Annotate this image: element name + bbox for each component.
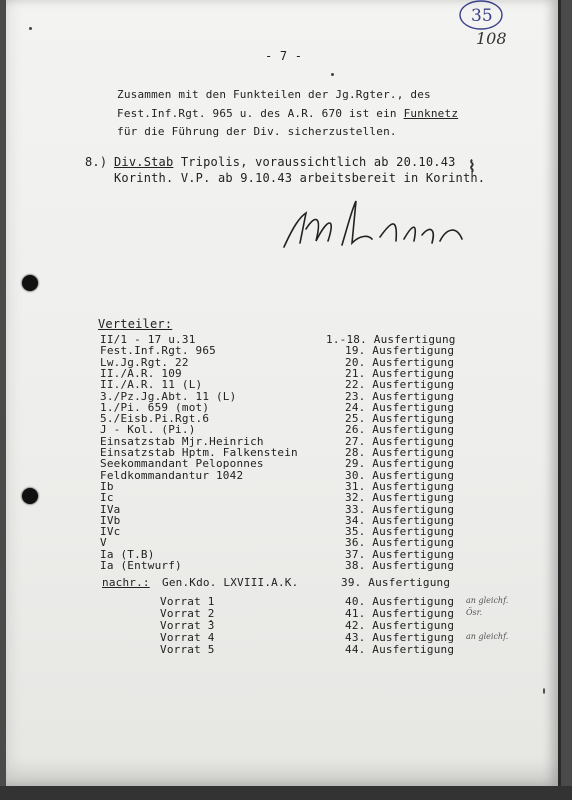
paragraph-line-2: Fest.Inf.Rgt. 965 u. des A.R. 670 ist ein Funknetz	[117, 107, 459, 120]
item-8-line-1: Div.Stab Tripolis, voraussichtlich ab 20.10.43	[114, 155, 456, 169]
signature	[280, 195, 470, 265]
distribution-copy: 21. Ausfertigung	[345, 366, 455, 380]
reserve-handwritten-note: Ösr.	[466, 608, 483, 617]
distribution-copy: 19. Ausfertigung	[345, 344, 455, 358]
signature-text: i. A. Le Suire	[280, 195, 289, 196]
reserve-label: Vorrat 3	[160, 619, 215, 632]
distribution-copy: 31. Ausfertigung	[345, 479, 455, 493]
distribution-recipient: IVc	[100, 525, 121, 539]
distribution-copy: 28. Ausfertigung	[345, 446, 455, 459]
paragraph-line-1: Zusammen mit den Funkteilen der Jg.Rgter., des	[117, 88, 431, 101]
distribution-recipient: Seekommandant Peloponnes	[100, 457, 264, 471]
distribution-copy: 33. Ausfertigung	[345, 502, 455, 516]
distribution-recipient: Einsatzstab Hptm. Falkenstein	[100, 446, 298, 459]
distribution-recipient: Lw.Jg.Rgt. 22	[100, 355, 189, 369]
distribution-recipient: Feldkommandantur 1042	[100, 468, 244, 482]
distribution-copy: 26. Ausfertigung	[345, 423, 455, 437]
distribution-copy: 29. Ausfertigung	[345, 457, 455, 471]
distribution-copy: 22. Ausfertigung	[345, 378, 455, 392]
distribution-recipient: II./A.R. 11 (L)	[100, 378, 203, 392]
reserve-label: Vorrat 5	[160, 643, 215, 656]
archive-stamp	[452, 0, 522, 50]
distribution-recipient: Ib	[100, 479, 114, 493]
distribution-recipient: Ic	[100, 491, 114, 505]
distribution-recipient: J - Kol. (Pi.)	[100, 423, 196, 437]
funknetz-underlined: Funknetz	[403, 107, 459, 120]
distribution-copy: 27. Ausfertigung	[345, 434, 455, 448]
distribution-copy: 36. Ausfertigung	[345, 536, 455, 550]
distribution-recipient: Ia (Entwurf)	[100, 559, 182, 572]
archive-folio-number: 108	[476, 29, 507, 48]
reserve-copy: 41. Ausfertigung	[345, 607, 455, 620]
reserve-label: Vorrat 4	[160, 631, 215, 644]
reserve-copy: 40. Ausfertigung	[345, 595, 455, 608]
distribution-recipient: IVb	[100, 513, 121, 527]
item-8-number: 8.)	[85, 155, 108, 169]
distribution-copy: 37. Ausfertigung	[345, 547, 455, 561]
distribution-recipient: Fest.Inf.Rgt. 965	[100, 344, 216, 358]
distribution-copy: 35. Ausfertigung	[345, 525, 455, 539]
distribution-recipient: 3./Pz.Jg.Abt. 11 (L)	[100, 389, 237, 403]
distribution-copy: 1.-18. Ausfertigung	[326, 333, 456, 346]
reserve-handwritten-note: an gleichf.	[466, 596, 509, 605]
nachr-recipient: Gen.Kdo. LXVIII.A.K.	[162, 576, 299, 589]
reserve-label: Vorrat 1	[160, 595, 215, 608]
reserve-copy: 43. Ausfertigung	[345, 631, 455, 644]
check-mark: ⌇	[468, 157, 476, 176]
reserve-copy: 42. Ausfertigung	[345, 619, 455, 632]
distribution-recipient: 5./Eisb.Pi.Rgt.6	[100, 412, 210, 426]
reserve-copy: 44. Ausfertigung	[345, 643, 455, 656]
distribution-copy: 24. Ausfertigung	[345, 400, 455, 414]
paragraph-line-3: für die Führung der Div. sicherzustellen.	[117, 125, 397, 138]
punch-hole-top	[22, 275, 38, 291]
distribution-copy: 34. Ausfertigung	[345, 513, 455, 527]
distribution-copy: 30. Ausfertigung	[345, 468, 455, 482]
nachr-copy: 39. Ausfertigung	[341, 576, 451, 589]
distribution-recipient: Einsatzstab Mjr.Heinrich	[100, 434, 264, 448]
page-number: - 7 -	[265, 49, 303, 63]
reserve-handwritten-note: an gleichf.	[466, 632, 509, 641]
scan-edge	[0, 786, 572, 800]
distribution-copy: 20. Ausfertigung	[345, 355, 455, 369]
distribution-heading: Verteiler:	[98, 317, 173, 331]
distribution-copy: 32. Ausfertigung	[345, 491, 455, 505]
distribution-recipient: 1./Pi. 659 (mot)	[100, 400, 210, 414]
reserve-label: Vorrat 2	[160, 607, 215, 620]
distribution-copy: 38. Ausfertigung	[345, 559, 455, 572]
punch-hole-bottom	[22, 488, 38, 504]
nachr-label: nachr.:	[102, 576, 150, 589]
distribution-copy: 25. Ausfertigung	[345, 412, 455, 426]
distribution-recipient: II./A.R. 109	[100, 366, 182, 380]
item-8-line-2: Korinth. V.P. ab 9.10.43 arbeitsbereit in Korinth.	[114, 171, 486, 185]
distribution-recipient: II/1 - 17 u.31	[100, 333, 196, 346]
distribution-recipient: V	[100, 536, 107, 550]
div-stab-underlined: Div.Stab	[114, 155, 174, 169]
distribution-recipient: Ia (T.B)	[100, 547, 155, 561]
distribution-recipient: IVa	[100, 502, 121, 516]
archive-circled-number: 35	[471, 6, 493, 26]
distribution-copy: 23. Ausfertigung	[345, 389, 455, 403]
